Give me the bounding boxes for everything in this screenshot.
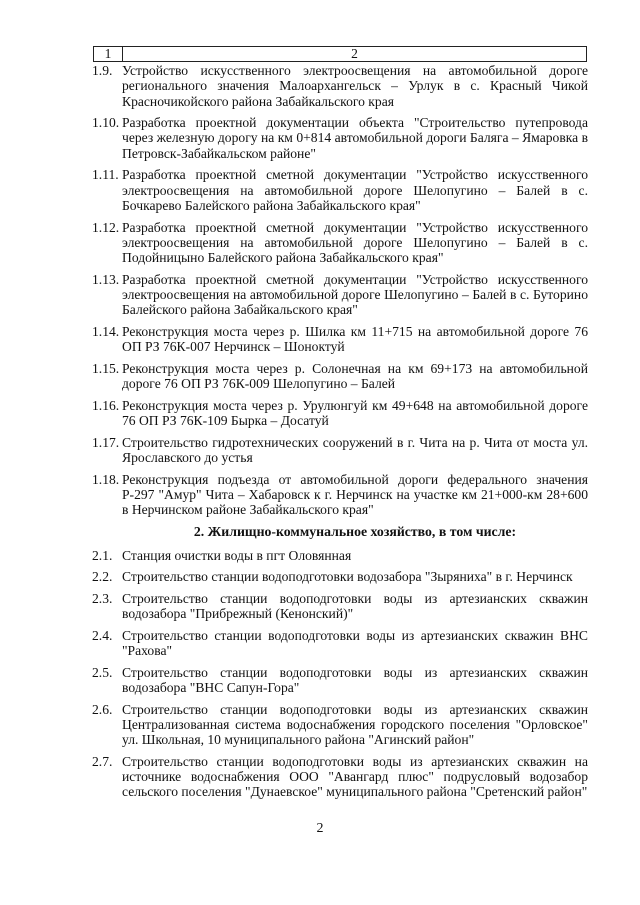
section-2-list [92,548,588,800]
document-body [92,63,588,806]
item-text: Реконструкция моста через р. Шилка км 11+715 на автомобильной дороге 76 ОП РЗ 76К-007 Нерчинск – Шоноктуй [122,323,588,355]
item-number: 2.2. [92,569,113,585]
item-number: 1.17. [92,434,120,450]
list-item [92,272,588,318]
item-text: Разработка проектной сметной документации "Устройство искусственного электроосвещения на автомобильной дороге Шелопугино – Балей в с. Бочкарево Балейского района Забайкальского края" [122,167,588,213]
item-text: Строительство станции водоподготовки воды из артезианских скважин на источнике водоснабжения ООО "Авангард плюс" подрусловый водозабор сельского поселения "Дунаевское" муниципального района "Сретенский район" [122,753,588,800]
list-item [92,665,588,696]
list-item [92,472,588,518]
section-1-list [92,63,588,517]
item-number: 1.11. [92,167,119,183]
list-item [92,115,588,161]
item-text: Строительство гидротехнических сооружений в г. Чита на р. Чита от моста ул. Ярославского до устья [122,434,588,465]
list-item [92,167,588,213]
item-number: 2.1. [92,547,113,563]
column-header-row [93,46,587,62]
item-text: Реконструкция моста через р. Солонечная на км 69+173 на автомобильной дороге 76 ОП РЗ 76К-009 Шелопугино – Балей [122,360,588,392]
list-item [92,591,588,622]
item-number: 1.14. [92,323,120,339]
item-text: Реконструкция моста через р. Урулюнгуй км 49+648 на автомобильной дороге 76 ОП РЗ 76К-109 Бырка – Досатуй [122,397,588,429]
list-item [92,324,588,355]
list-item [92,754,588,800]
column-number-1: 1 [94,47,123,61]
item-number: 1.16. [92,397,120,413]
list-item [92,702,588,748]
list-item [92,398,588,429]
item-number: 1.18. [92,471,120,487]
item-text: Строительство станции водоподготовки воды из артезианских скважин ВНС "Рахова" [122,627,588,659]
item-number: 1.15. [92,360,120,376]
item-number: 2.4. [92,627,113,643]
item-text: Станция очистки воды в пгт Оловянная [122,547,352,563]
item-text: Строительство станции водоподготовки воды из артезианских скважин водозабора "Прибрежный (Кенонский)" [122,590,588,622]
list-item [92,220,588,266]
section-2-title: 2. Жилищно-коммунальное хозяйство, в том числе: [193,523,517,539]
item-text: Устройство искусственного электроосвещения на автомобильной дороге регионального значения Малоархангельск – Урлук в с. Красный Чикой Красночикойского района Забайкальского края [122,63,588,109]
item-number: 2.5. [92,664,113,680]
list-item [92,569,588,584]
item-number: 2.7. [92,753,113,769]
column-number-2: 2 [351,46,358,61]
item-text: Строительство станции водоподготовки воды из артезианских скважин водозабора "ВНС Сапун-Гора" [122,664,588,695]
item-number: 1.9. [92,63,113,78]
item-text: Строительство станции водоподготовки воды из артезианских скважин Централизованная система водоснабжения городского поселения "Орловское" ул. Школьная, 10 муниципального района "Агинский район" [122,701,588,748]
list-item [92,548,588,563]
list-item [92,361,588,392]
item-text: Реконструкция подъезда от автомобильной дороги федерального значения Р-297 "Амур" Чита – Хабаровск к г. Нерчинск на участке км 21+000-км 28+600 в Нерчинском районе Забайкальского края" [122,471,588,518]
item-number: 2.6. [92,701,113,717]
item-text: Разработка проектной сметной документации "Устройство искусственного электроосвещения на автомобильной дороге Шелопугино – Балей в с. Буторино Балейского района Забайкальского края" [122,271,588,318]
list-item [92,435,588,466]
item-number: 2.3. [92,590,113,606]
list-item [92,63,588,109]
item-number: 1.10. [92,115,120,131]
item-number: 1.13. [92,271,120,287]
list-item [92,628,588,659]
page-number: 2 [316,821,324,836]
item-number: 1.12. [92,219,120,235]
item-text: Строительство станции водоподготовки водозабора "Зыряниха" в г. Нерчинск [122,569,573,585]
item-text: Разработка проектной документации объекта "Строительство путепровода через железную дорогу на км 0+814 автомобильной дороги Баляга – Ямаровка в Петровск-Забайкальском районе" [122,115,588,161]
item-text: Разработка проектной сметной документации "Устройство искусственного электроосвещения на автомобильной дороге Шелопугино – Балей в с. Подойницыно Балейского района Забайкальского края" [122,219,588,266]
